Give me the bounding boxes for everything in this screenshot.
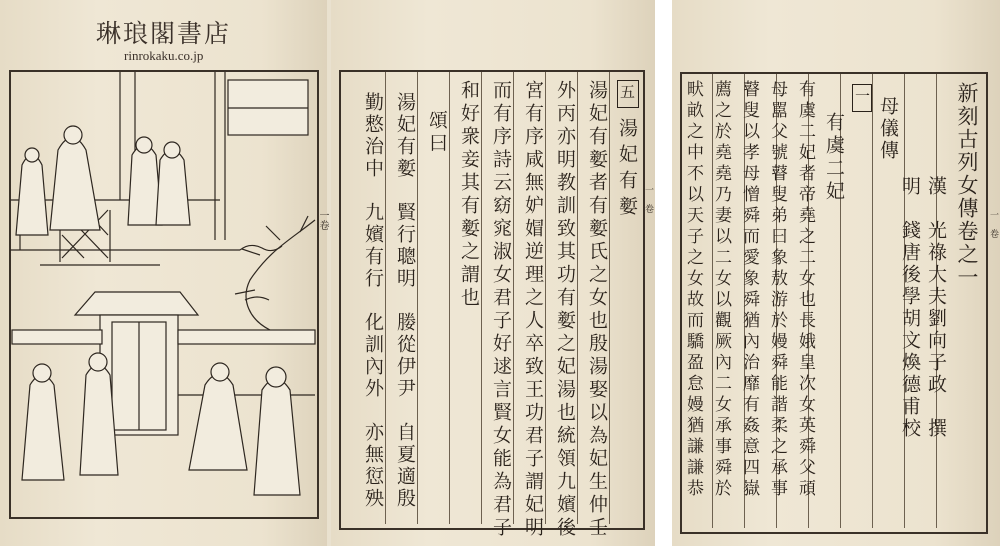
spread-gap [655,0,672,546]
text-column-5: 和好衆妾其有㜪之謂也 [458,80,480,310]
fold-label: 一 卷 [643,185,653,213]
section-heading: 湯妃有㜪 [616,118,638,222]
right-text-column-4: 薦之於堯堯乃妻以二女以觀厥內二女承事舜於 [711,80,731,500]
text-page-left [331,0,655,546]
pine-tree [235,216,315,330]
section-number: 五 [618,84,636,99]
text-column-2: 外丙亦明教訓致其功有㜪之妃湯也統領九嬪後 [554,80,576,540]
eulogy-heading: 頌曰 [426,110,448,156]
watermark-title: 琳琅閣書店 [96,19,232,48]
watermark-url: rinrokaku.co.jp [124,48,204,63]
illustration-page [0,0,327,546]
figure-group-upper [16,126,190,235]
right-text-column-2: 母嚚父號瞽叟弟曰象敖游於嫚舜能諧柔之承事 [767,80,787,500]
right-text-column-1: 有虞二妃者帝堯之二女也長娥皇次女英舜父頑 [795,80,815,500]
chapter-title: 母儀傳 [877,96,899,162]
margin-label: 一卷 [317,210,328,230]
section-title-right: 有虞二妃 [823,112,845,204]
eulogy-verse-2: 勤慗治中 九嬪有行 化訓內外 亦無愆殃 [362,92,384,510]
author-line-1: 漢 光祿大夫劉向子政 撰 [925,176,947,440]
right-book-spread [672,0,1000,546]
text-column-4: 而有序詩云窈窕淑女君子好逑言賢女能為君子 [490,80,512,540]
author-line-2: 明 錢唐後學胡文煥德甫校 [899,176,921,440]
right-text-column-3: 瞽叟以孝母憎舜而愛象舜猶內治靡有姦意四嶽 [739,80,759,500]
text-column-1: 湯妃有㜪者有㜪氏之女也殷湯娶以為妃生仲壬 [586,80,608,540]
right-text-column-5: 畎畝之中不以天子之女故而驕盈怠嫚猶謙謙恭 [683,80,703,500]
fold-label-right: 一 卷 [988,210,998,238]
text-column-3: 宮有序咸無妒媢逆理之人卒致王功君子謂妃明 [522,80,544,540]
text-page-right [672,0,1000,546]
book-title: 新刻古列女傳卷之一 [955,82,979,289]
eulogy-verse-1: 湯妃有㜪 賢行聰明 媵從伊尹 自夏適殷 [394,92,416,510]
woodblock-illustration [0,0,327,546]
section-number-right: 一 [853,88,871,103]
